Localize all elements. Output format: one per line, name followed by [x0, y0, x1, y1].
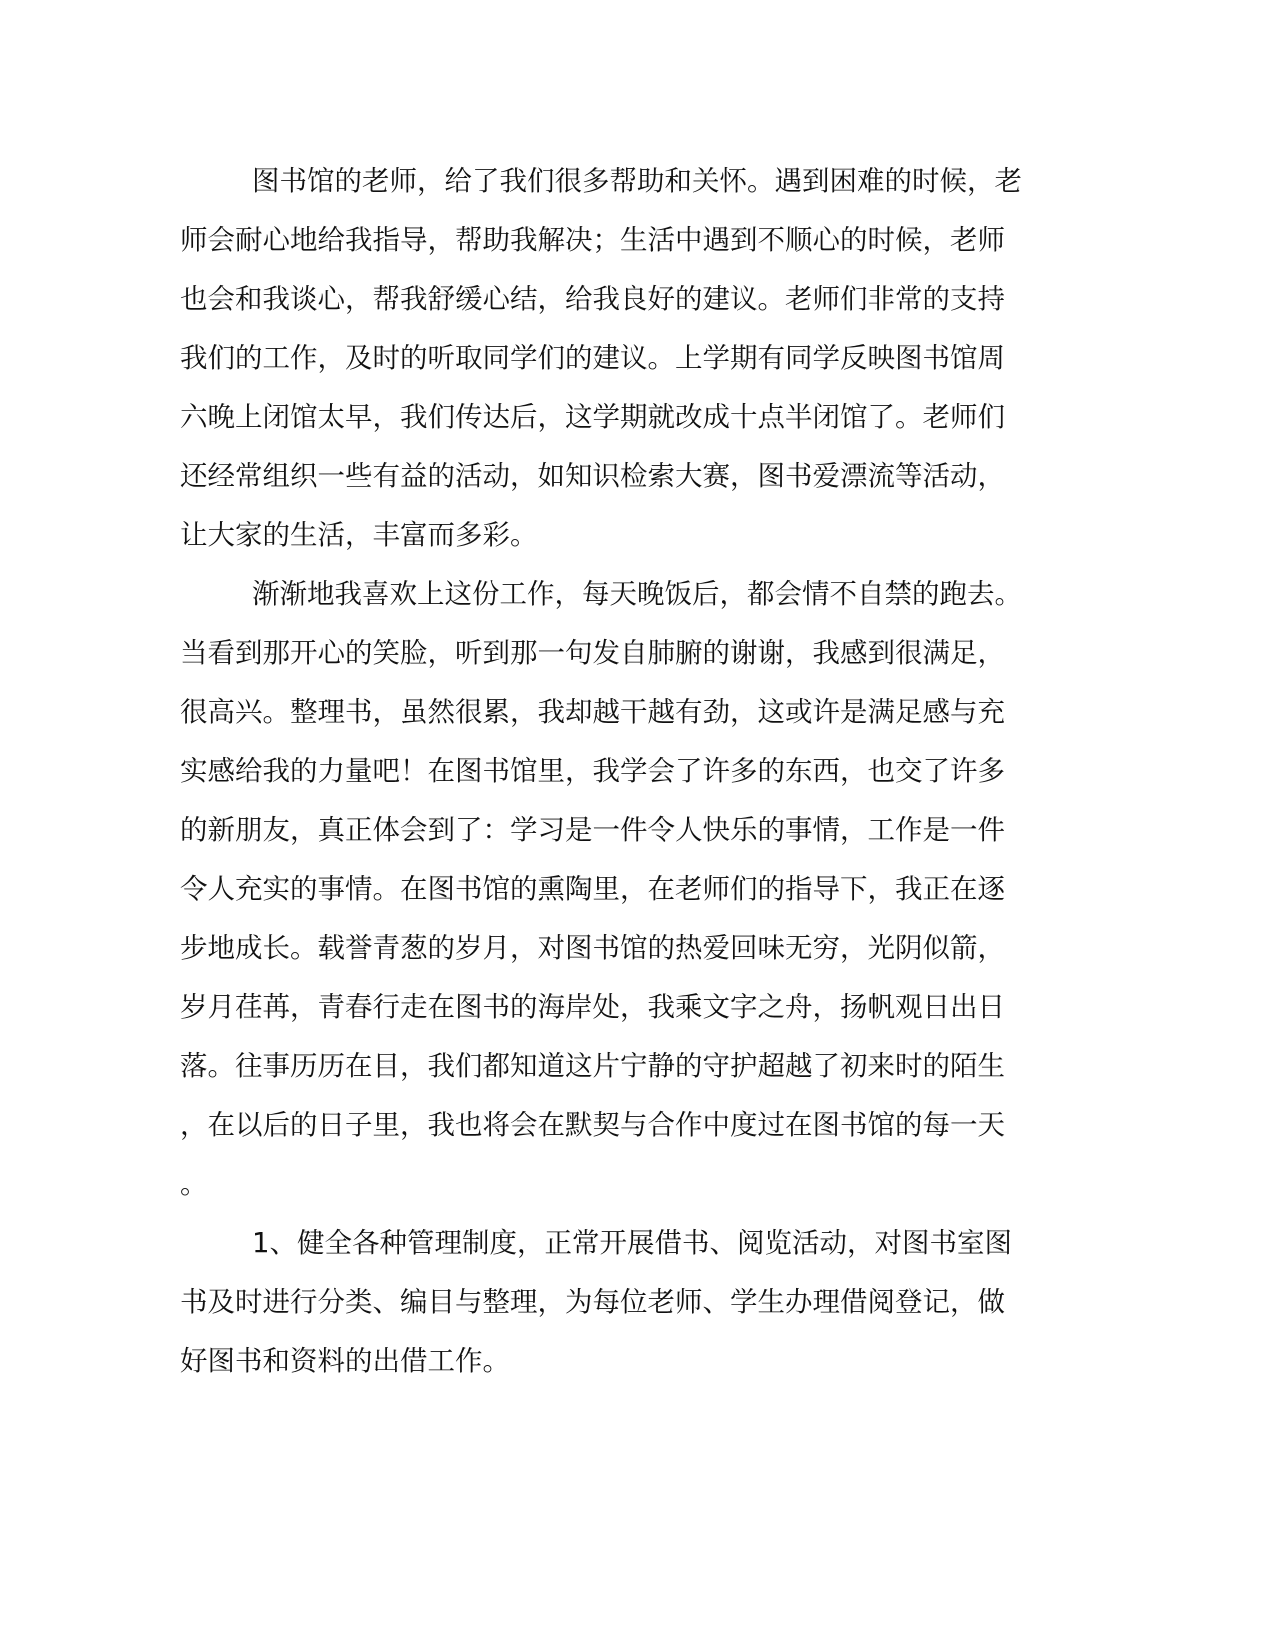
paragraph-2-line-5: 的新朋友，真正体会到了：学习是一件令人快乐的事情，工作是一件 [180, 814, 1005, 846]
paragraph-2-line-6: 令人充实的事情。在图书馆的熏陶里，在老师们的指导下，我正在逐 [180, 873, 1005, 905]
paragraph-2-line-7: 步地成长。载誉青葱的岁月，对图书馆的热爱回味无穷，光阴似箭， [180, 932, 1005, 964]
paragraph-2-line-9: 落。往事历历在目，我们都知道这片宁静的守护超越了初来时的陌生 [180, 1050, 1005, 1082]
paragraph-1-line-7: 让大家的生活，丰富而多彩。 [180, 519, 538, 551]
paragraph-3-line-1: 1、健全各种管理制度，正常开展借书、阅览活动，对图书室图 [252, 1227, 1012, 1259]
paragraph-1-line-6: 还经常组织一些有益的活动，如知识检索大赛，图书爱漂流等活动， [180, 460, 1005, 492]
paragraph-2-line-1: 渐渐地我喜欢上这份工作，每天晚饭后，都会情不自禁的跑去。 [252, 578, 1022, 610]
paragraph-1-line-2: 师会耐心地给我指导，帮助我解决；生活中遇到不顺心的时候，老师 [180, 224, 1005, 256]
paragraph-2-line-4: 实感给我的力量吧！在图书馆里，我学会了许多的东西，也交了许多 [180, 755, 1005, 787]
paragraph-2-line-3: 很高兴。整理书，虽然很累，我却越干越有劲，这或许是满足感与充 [180, 696, 1005, 728]
paragraph-3-line-3: 好图书和资料的出借工作。 [180, 1345, 510, 1377]
paragraph-1-line-3: 也会和我谈心，帮我舒缓心结，给我良好的建议。老师们非常的支持 [180, 283, 1005, 315]
paragraph-3-line-2: 书及时进行分类、编目与整理，为每位老师、学生办理借阅登记，做 [180, 1286, 1005, 1318]
paragraph-2-line-11: 。 [180, 1168, 208, 1200]
paragraph-1-line-4: 我们的工作，及时的听取同学们的建议。上学期有同学反映图书馆周 [180, 342, 1005, 374]
paragraph-1-line-5: 六晚上闭馆太早，我们传达后，这学期就改成十点半闭馆了。老师们 [180, 401, 1005, 433]
paragraph-2-line-2: 当看到那开心的笑脸，听到那一句发自肺腑的谢谢，我感到很满足， [180, 637, 1005, 669]
paragraph-2-line-8: 岁月荏苒，青春行走在图书的海岸处，我乘文字之舟，扬帆观日出日 [180, 991, 1005, 1023]
paragraph-1-line-1: 图书馆的老师，给了我们很多帮助和关怀。遇到困难的时候，老 [252, 165, 1022, 197]
paragraph-2-line-10: ，在以后的日子里，我也将会在默契与合作中度过在图书馆的每一天 [180, 1109, 1005, 1141]
